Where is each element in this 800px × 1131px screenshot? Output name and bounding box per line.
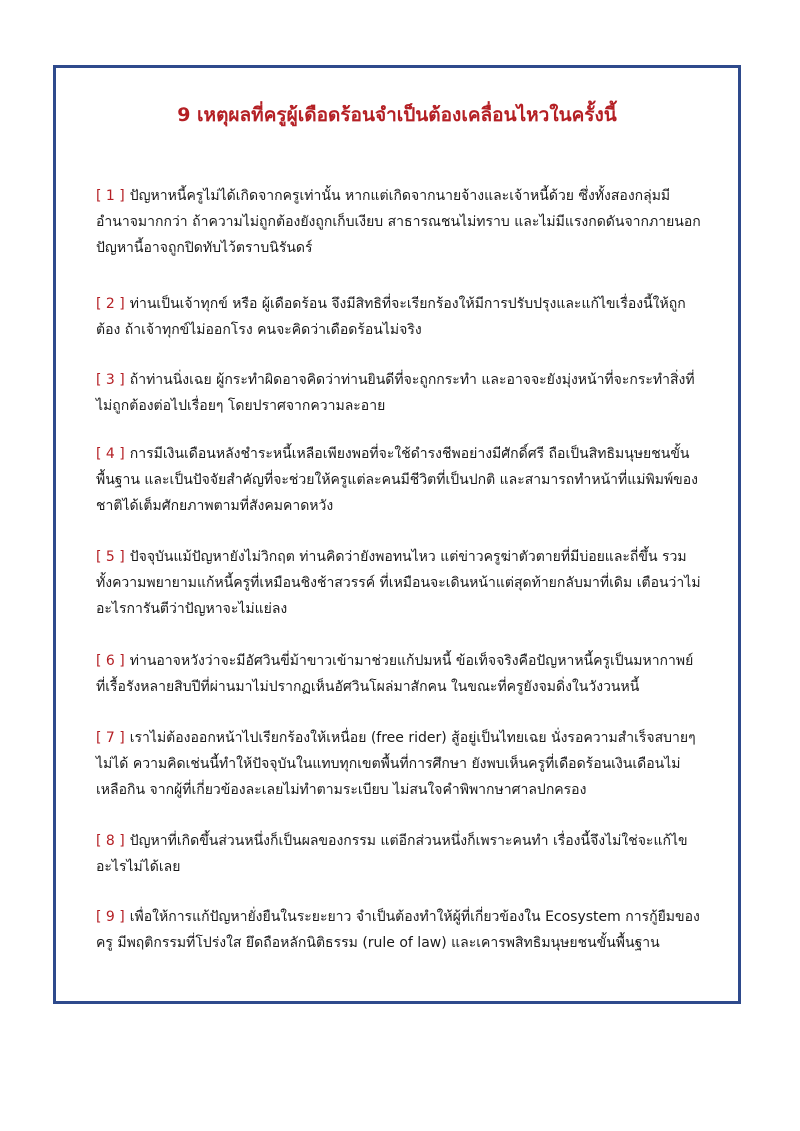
reason-number: [ 9 ] [96, 909, 125, 925]
reason-number: [ 1 ] [96, 188, 125, 204]
reason-number: [ 5 ] [96, 549, 125, 565]
reason-number: [ 3 ] [96, 372, 125, 388]
reason-item-5 [96, 544, 701, 622]
reason-item-9 [96, 904, 701, 956]
reason-item-1 [96, 183, 701, 261]
reason-text: การมีเงินเดือนหลังชำระหนี้เหลือเพียงพอที่จะใช้ดำรงชีพอย่างมีศักดิ์ศรี ถือเป็นสิทธิมนุษยชนขั้นพื้นฐาน และเป็นปัจจัยสำคัญที่จะช่วยให้ครูแต่ละคนมีชีวิตที่เป็นปกติ และสามารถทำหน้าที่แม่พิมพ์ของชาติได้เต็มศักยภาพตามที่สังคมคาดหวัง [96, 446, 698, 514]
reason-text: เราไม่ต้องออกหน้าไปเรียกร้องให้เหนื่อย (free rider) สู้อยู่เป็นไทยเฉย นั่งรอความสำเร็จสบายๆไม่ได้ ความคิดเช่นนี้ทำให้ปัจจุบันในแทบทุกเขตพื้นที่การศึกษา ยังพบเห็นครูที่เดือดร้อนเงินเดือนไม่เหลือกิน จากผู้ที่เกี่ยวข้องละเลยไม่ทำตามระเบียบ ไม่สนใจคำพิพากษาศาลปกครอง [96, 730, 696, 798]
reason-item-7 [96, 725, 701, 803]
reason-item-3 [96, 367, 701, 419]
reason-item-8 [96, 828, 701, 880]
reason-text: เพื่อให้การแก้ปัญหายั่งยืนในระยะยาว จำเป็นต้องทำให้ผู้ที่เกี่ยวข้องใน Ecosystem การกู้ยืมของครู มีพฤติกรรมที่โปร่งใส ยึดถือหลักนิติธรรม (rule of law) และเคารพสิทธิมนุษยชนขั้นพื้นฐาน [96, 909, 700, 951]
reasons-list [96, 183, 701, 951]
reason-number: [ 2 ] [96, 296, 125, 312]
reason-text: ปัญหาหนี้ครูไม่ได้เกิดจากครูเท่านั้น หากแต่เกิดจากนายจ้างและเจ้าหนี้ด้วย ซึ่งทั้งสองกลุ่มมีอำนาจมากกว่า ถ้าความไม่ถูกต้องยังถูกเก็บเงียบ สาธารณชนไม่ทราบ และไม่มีแรงกดดันจากภายนอก ปัญหานี้อาจถูกปิดทับไว้ตราบนิรันดร์ [96, 188, 701, 256]
reason-number: [ 8 ] [96, 833, 125, 849]
reason-number: [ 4 ] [96, 446, 125, 462]
reason-item-2 [96, 291, 701, 343]
reason-item-4 [96, 441, 701, 519]
reason-number: [ 7 ] [96, 730, 125, 746]
reason-text: ท่านอาจหวังว่าจะมีอัศวินขี่ม้าขาวเข้ามาช่วยแก้ปมหนี้ ข้อเท็จจริงคือปัญหาหนี้ครูเป็นมหากาพย์ที่เรื้อรังหลายสิบปีที่ผ่านมาไม่ปรากฏเห็นอัศวินโผล่มาสักคน ในขณะที่ครูยังจมดิ่งในวังวนหนี้ [96, 653, 694, 695]
document-title: 9 เหตุผลที่ครูผู้เดือดร้อนจำเป็นต้องเคลื่อนไหวในครั้งนี้ [177, 104, 617, 126]
reason-text: ปัญหาที่เกิดขึ้นส่วนหนึ่งก็เป็นผลของกรรม แต่อีกส่วนหนึ่งก็เพราะคนทำ เรื่องนี้จึงไม่ใช่จะแก้ไขอะไรไม่ได้เลย [96, 833, 688, 875]
document-frame [53, 65, 741, 1004]
reason-item-6 [96, 648, 701, 700]
reason-text: ท่านเป็นเจ้าทุกข์ หรือ ผู้เดือดร้อน จึงมีสิทธิที่จะเรียกร้องให้มีการปรับปรุงและแก้ไขเรื่องนี้ให้ถูกต้อง ถ้าเจ้าทุกข์ไม่ออกโรง คนจะคิดว่าเดือดร้อนไม่จริง [96, 296, 686, 338]
reason-number: [ 6 ] [96, 653, 125, 669]
reason-text: ปัจจุบันแม้ปัญหายังไม่วิกฤต ท่านคิดว่ายังพอทนไหว แต่ข่าวครูฆ่าตัวตายที่มีบ่อยและถี่ขึ้น รวมทั้งความพยายามแก้หนี้ครูที่เหมือนชิงช้าสวรรค์ ที่เหมือนจะเดินหน้าแต่สุดท้ายกลับมาที่เดิม เตือนว่าไม่อะไรการันตีว่าปัญหาจะไม่แย่ลง [96, 549, 701, 617]
reason-text: ถ้าท่านนิ่งเฉย ผู้กระทำผิดอาจคิดว่าท่านยินดีที่จะถูกกระทำ และอาจจะยังมุ่งหน้าที่จะกระทำสิ่งที่ไม่ถูกต้องต่อไปเรื่อยๆ โดยปราศจากความละอาย [96, 372, 695, 414]
